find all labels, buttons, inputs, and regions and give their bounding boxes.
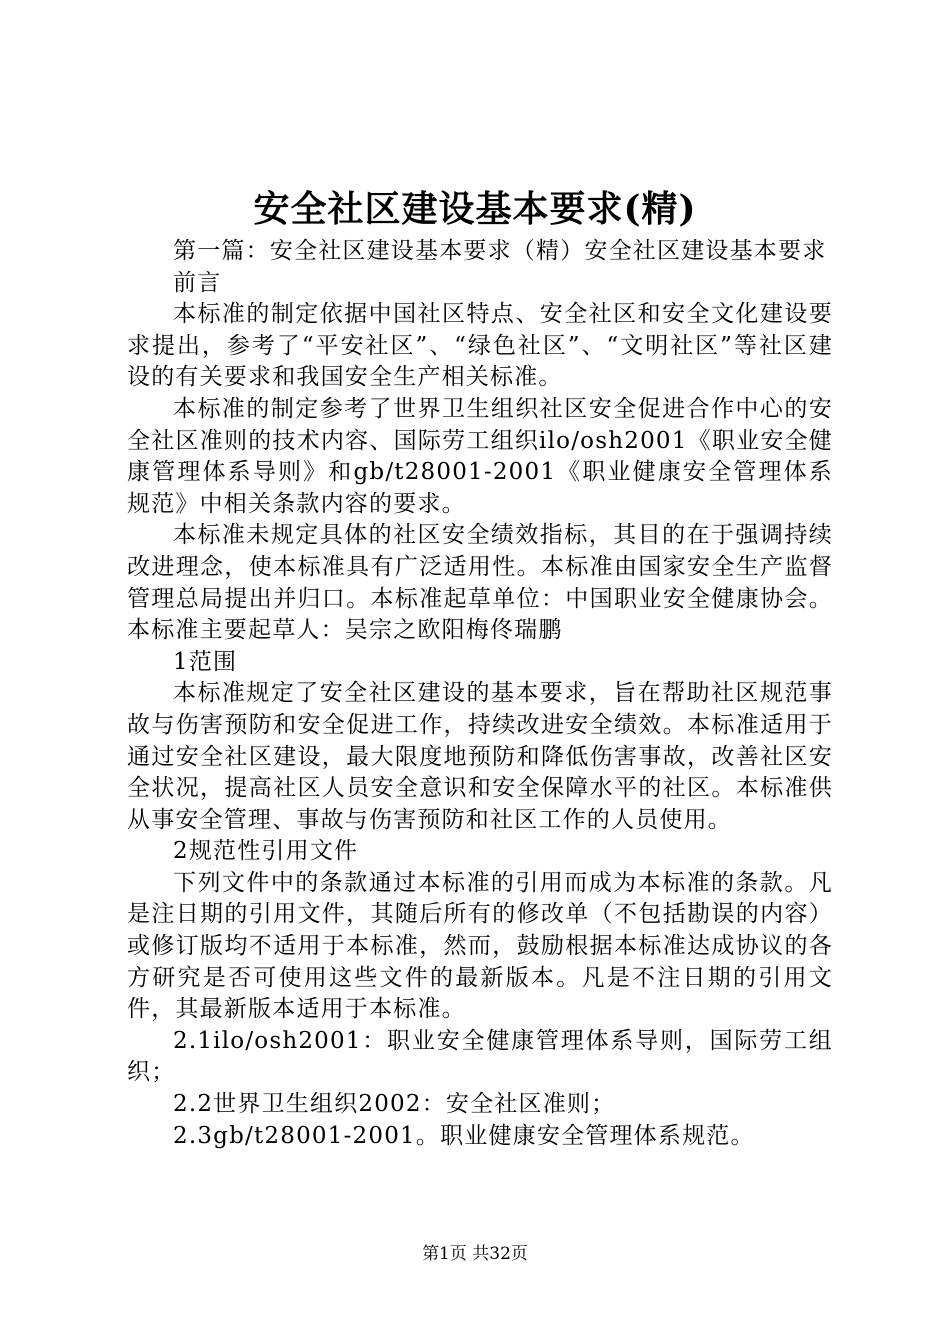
document-body xyxy=(127,236,833,1152)
document-title: 安全社区建设基本要求(精) xyxy=(253,188,697,230)
paragraph: 下列文件中的条款通过本标准的引用而成为本标准的条款。凡是注日期的引用文件，其随后所有的修改单（不包括勘误的内容）或修订版均不适用于本标准，然而，鼓励根据本标准达成协议的各方研究是否可使用这些文件的最新版本。凡是不注日期的引用文件，其最新版本适用于本标准。 xyxy=(127,869,833,1023)
reference-item: 2.1ilo/osh2001：职业安全健康管理体系导则，国际劳工组织； xyxy=(127,1027,833,1086)
section-heading-references: 2规范性引用文件 xyxy=(173,838,359,865)
section-heading-scope: 1范围 xyxy=(173,648,238,675)
paragraph: 本标准规定了安全社区建设的基本要求，旨在帮助社区规范事故与伤害预防和安全促进工作，持续改进安全绩效。本标准适用于通过安全社区建设，最大限度地预防和降低伤害事故，改善社区安全状况，提高社区人员安全意识和安全保障水平的社区。本标准供从事安全管理、事故与伤害预防和社区工作的人员使用。 xyxy=(127,680,833,833)
page-number-footer: 第1页 共32页 xyxy=(422,1244,528,1264)
paragraph-preface-heading: 前言 xyxy=(173,269,222,296)
reference-item: 2.3gb/t28001-2001。职业健康安全管理体系规范。 xyxy=(173,1122,755,1149)
paragraph: 本标准的制定参考了世界卫生组织社区安全促进合作中心的安全社区准则的技术内容、国际劳工组织ilo/osh2001《职业安全健康管理体系导则》和gb/t28001-2001《职业健康安全管理体系规范》中相关条款内容的要求。 xyxy=(127,395,833,517)
paragraph-chapter-heading: 第一篇：安全社区建设基本要求（精）安全社区建设基本要求 xyxy=(173,238,827,264)
paragraph: 本标准未规定具体的社区安全绩效指标，其目的在于强调持续改进理念，使本标准具有广泛适用性。本标准由国家安全生产监督管理总局提出并归口。本标准起草单位：中国职业安全健康协会。本标准主要起草人：吴宗之欧阳梅佟瑞鹏 xyxy=(127,522,833,644)
paragraph: 本标准的制定依据中国社区特点、安全社区和安全文化建设要求提出，参考了“平安社区”、“绿色社区”、“文明社区”等社区建设的有关要求和我国安全生产相关标准。 xyxy=(127,301,833,391)
reference-item: 2.2世界卫生组织2002：安全社区准则； xyxy=(173,1091,616,1118)
